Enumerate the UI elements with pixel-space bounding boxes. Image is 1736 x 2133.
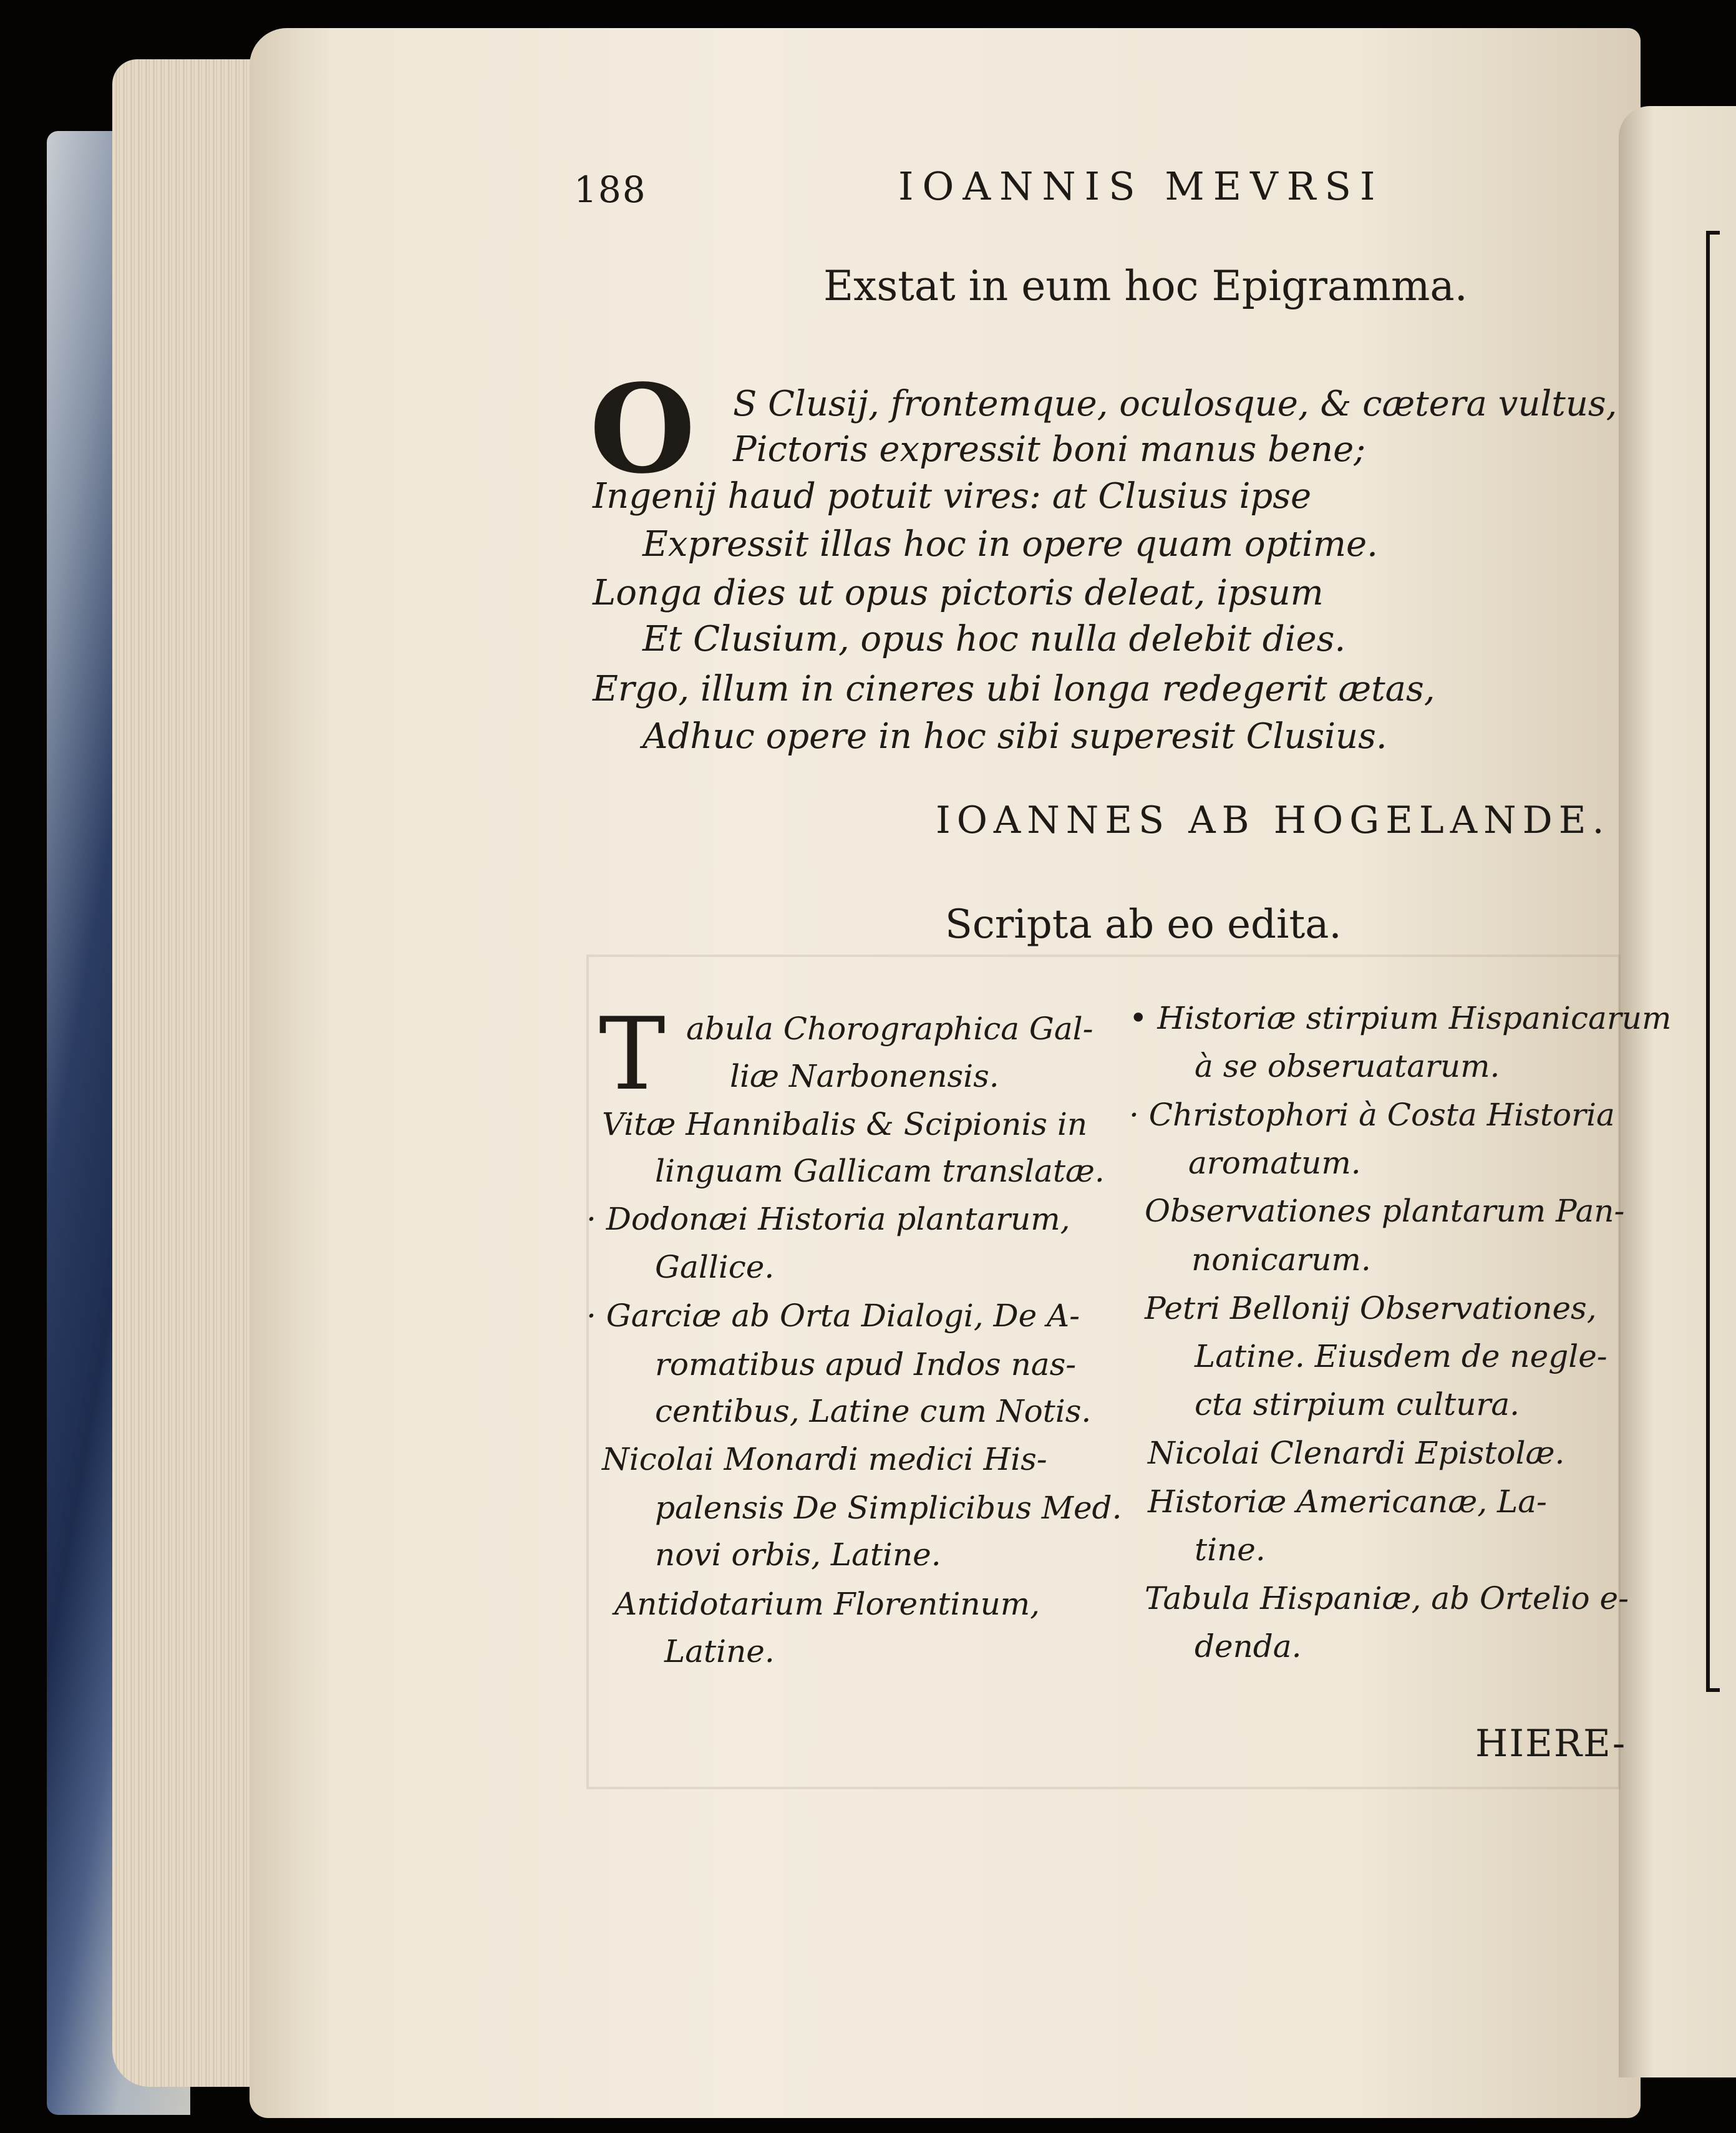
work-line: nonicarum. [1191, 1241, 1371, 1278]
catchword: HIERE- [1475, 1722, 1627, 1766]
work-line: centibus, Latine cum Notis. [655, 1393, 1092, 1429]
work-line: abula Chorographica Gal- [686, 1011, 1093, 1047]
work-line: • Historiæ stirpium Hispanicarum [1129, 1000, 1672, 1036]
work-line: Antidotarium Florentinum, [614, 1586, 1040, 1622]
author-heading: IOANNES AB HOGELANDE. [936, 799, 1611, 842]
work-line: Gallice. [655, 1249, 775, 1285]
page-number: 188 [574, 168, 647, 211]
work-line: linguam Gallicam translatæ. [655, 1153, 1105, 1189]
work-line: à se obseruatarum. [1195, 1048, 1500, 1084]
poem-line: S Clusij, frontemque, oculosque, & cætera vultus, [733, 384, 1617, 424]
poem-line: Pictoris expressit boni manus bene; [733, 429, 1366, 470]
epigram-title: Exstat in eum hoc Epigramma. [823, 262, 1468, 310]
work-line: palensis De Simplicibus Med. [655, 1490, 1122, 1526]
work-line: liæ Narbonensis. [730, 1058, 999, 1094]
work-line: Tabula Hispaniæ, ab Ortelio e- [1145, 1580, 1629, 1616]
work-line: tine. [1195, 1532, 1266, 1568]
work-line: · Christophori à Costa Historia [1129, 1097, 1615, 1133]
work-line: novi orbis, Latine. [655, 1537, 941, 1573]
drop-initial-t: T [599, 996, 666, 1112]
poem-line: Expressit illas hoc in opere quam optime. [643, 524, 1378, 565]
poem-line: Adhuc opere in hoc sibi superesit Clusius. [643, 716, 1387, 757]
work-line: Nicolai Clenardi Epistolæ. [1148, 1435, 1565, 1471]
work-line: denda. [1195, 1628, 1302, 1664]
work-line: Nicolai Monardi medici His- [602, 1441, 1047, 1477]
work-line: Latine. Eiusdem de negle- [1195, 1338, 1607, 1374]
drop-initial-o: O [589, 357, 696, 500]
work-line: · Dodonæi Historia plantarum, [586, 1201, 1070, 1237]
poem-line: Ergo, illum in cineres ubi longa redegerit ætas, [593, 669, 1435, 709]
work-line: Observationes plantarum Pan- [1145, 1193, 1625, 1229]
work-line: aromatum. [1188, 1145, 1361, 1181]
works-title: Scripta ab eo edita. [945, 901, 1342, 948]
poem-line: Ingenij haud potuit vires: at Clusius ipse [593, 476, 1312, 517]
facing-page-border [1706, 231, 1720, 1692]
work-line: romatibus apud Indos nas- [655, 1346, 1077, 1382]
running-head: IOANNIS MEVRSI [898, 163, 1384, 209]
work-line: Latine. [664, 1633, 775, 1669]
poem-line: Et Clusium, opus hoc nulla delebit dies. [643, 619, 1346, 659]
work-line: cta stirpium cultura. [1195, 1386, 1520, 1422]
poem-line: Longa dies ut opus pictoris deleat, ipsum [593, 573, 1324, 613]
work-line: Historiæ Americanæ, La- [1148, 1484, 1547, 1520]
work-line: Petri Bellonij Observationes, [1145, 1290, 1597, 1326]
work-line: Vitæ Hannibalis & Scipionis in [602, 1106, 1088, 1142]
work-line: · Garciæ ab Orta Dialogi, De A- [586, 1298, 1080, 1334]
